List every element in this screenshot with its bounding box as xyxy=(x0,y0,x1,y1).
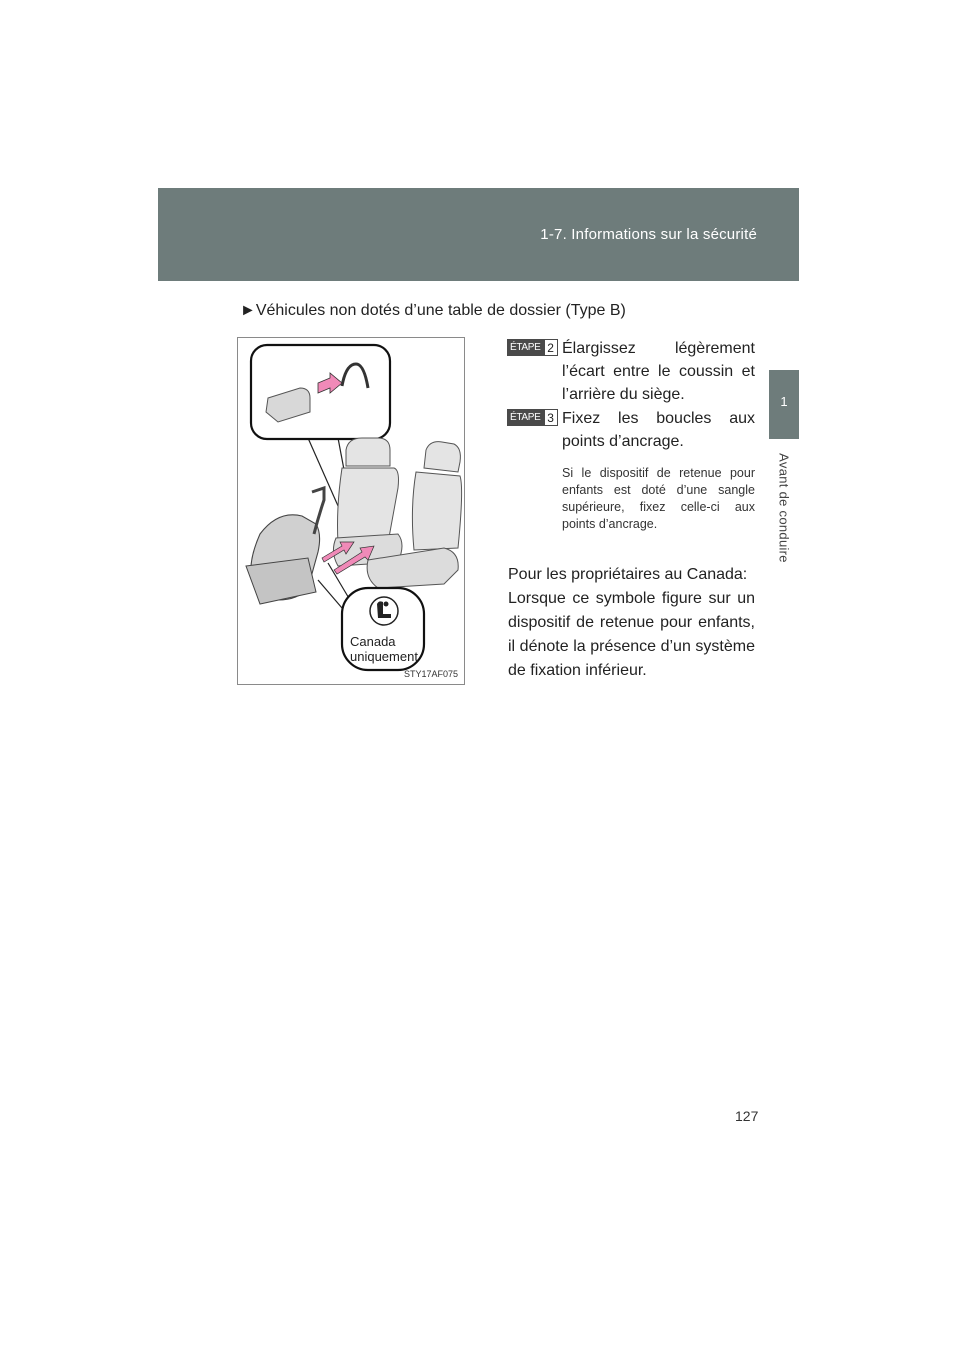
step-badge-label: ÉTAPE xyxy=(507,409,544,426)
canada-note-title: Pour les propriétaires au Canada: xyxy=(508,566,748,583)
headrest xyxy=(346,438,390,466)
canada-note xyxy=(508,563,755,683)
step-text: Fixez les boucles aux points d’ancrage. xyxy=(562,410,755,450)
step-badge xyxy=(507,339,558,356)
child-seat-illustration xyxy=(237,337,465,685)
chapter-label: Avant de conduire xyxy=(776,453,792,563)
rear-seat-back xyxy=(338,468,399,543)
front-headrest xyxy=(424,442,460,472)
chapter-tab xyxy=(769,370,799,439)
step-text: Élargissez légèrement l’écart entre le coussin et l’arrière du siège. xyxy=(562,340,755,403)
caption-line-1: Canada xyxy=(350,634,396,649)
step-note: Si le dispositif de retenue pour enfants est doté d’une sangle supérieure, fixez celle-ci aux points d’ancrage. xyxy=(562,466,755,531)
callout-line xyxy=(318,580,342,608)
section-subheading: ►Véhicules non dotés d’une table de dossier (Type B) xyxy=(240,302,626,319)
step-2 xyxy=(507,337,755,406)
page-number: 127 xyxy=(735,1108,759,1124)
step-badge-number: 2 xyxy=(544,339,558,356)
caption-line-2: uniquement xyxy=(350,649,418,664)
section-title: 1-7. Informations sur la sécurité xyxy=(540,226,757,243)
child-seat-symbol-head xyxy=(384,602,389,607)
step-badge xyxy=(507,409,558,426)
step-badge-label: ÉTAPE xyxy=(507,339,544,356)
header-band xyxy=(158,188,799,281)
figure-code: STY17AF075 xyxy=(403,669,458,679)
figure-caption xyxy=(350,634,418,664)
child-seat-base xyxy=(246,558,316,604)
canada-note-body: Lorsque ce symbole figure sur un dispositif de retenue pour enfants, il dénote la présence d’un système de fixation inférieur. xyxy=(508,590,755,679)
step-3 xyxy=(507,407,755,453)
chapter-number: 1 xyxy=(780,394,788,409)
front-seat-back xyxy=(412,472,461,550)
step-badge-number: 3 xyxy=(544,409,558,426)
child-seat-anchor-icon xyxy=(370,597,398,625)
